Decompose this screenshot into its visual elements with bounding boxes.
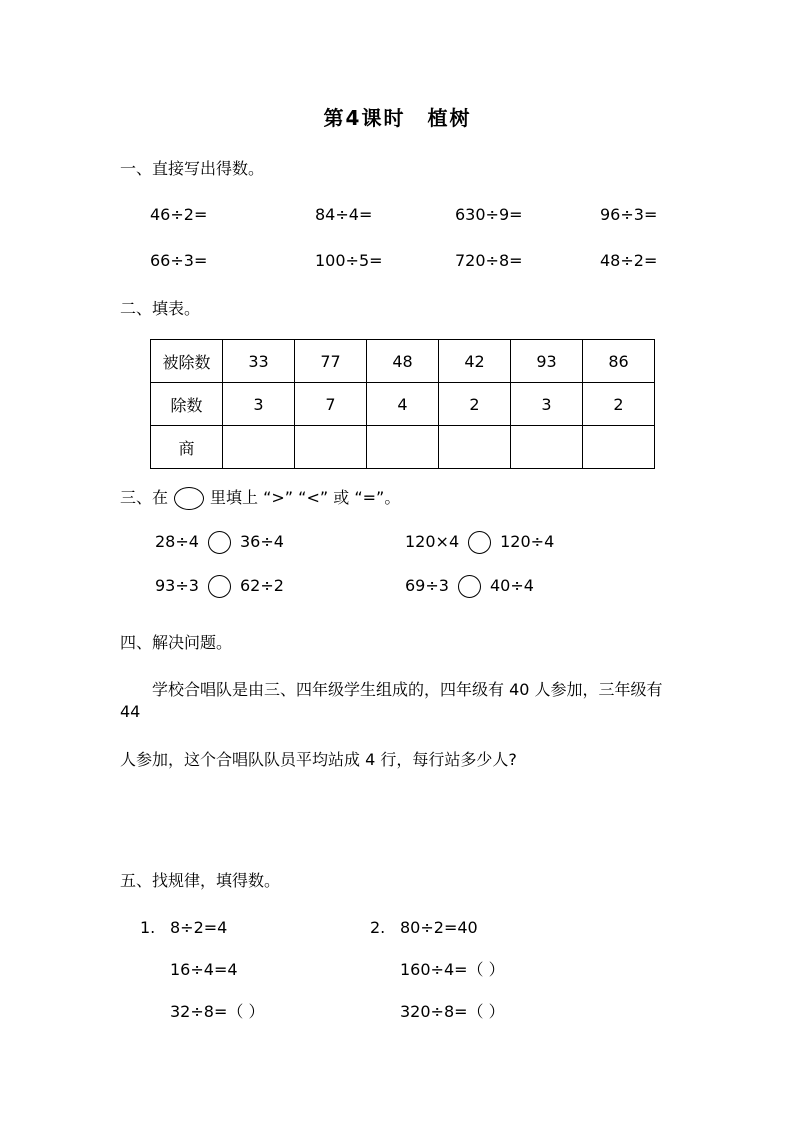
math-expression: 100÷5= [315,251,383,270]
pattern-line [370,991,505,1033]
comparison-right: 40÷4 [489,576,534,595]
row-header-divisor: 除数 [151,383,223,426]
group-label: 2. [370,918,386,937]
blank-circle-icon [174,487,204,510]
math-expression: 8÷2=4 [170,918,228,937]
comparison-item [155,573,405,599]
expression-row [150,251,675,271]
table-cell: 93 [511,340,583,383]
math-expression: 84÷4= [315,205,373,224]
comparison-left: 93÷3 [155,576,199,595]
comparison-item [405,573,675,599]
math-expression: 46÷2= [150,205,208,224]
section1-heading: 一、直接写出得数。 [120,159,265,178]
comparison-right: 120÷4 [500,532,555,551]
math-expression: 630÷9= [455,205,523,224]
expression-row [150,205,675,225]
comparison-left: 28÷4 [155,532,199,551]
table-row-divisor [151,383,655,426]
answer-cell [511,426,583,469]
comparison-left: 69÷3 [405,576,449,595]
table-cell: 42 [439,340,511,383]
table-cell: 2 [583,383,655,426]
row-header-dividend: 被除数 [151,340,223,383]
math-expression: 96÷3= [600,205,658,224]
math-expression: 16÷4=4 [170,960,238,979]
comparison-right: 62÷2 [239,576,284,595]
table-cell: 3 [511,383,583,426]
table-cell: 86 [583,340,655,383]
comparison-right: 36÷4 [239,532,284,551]
table-cell: 4 [367,383,439,426]
section4-heading: 四、解决问题。 [120,633,233,652]
math-expression: 80÷2=40 [400,918,478,937]
comparison-circle [208,575,231,598]
table-cell: 3 [223,383,295,426]
table-row-dividend [151,340,655,383]
answer-cell [583,426,655,469]
math-expression: 720÷8= [455,251,523,270]
comparison-circle [468,531,491,554]
table-row-quotient [151,426,655,469]
comparison-item [155,529,405,555]
table-cell: 2 [439,383,511,426]
section5-heading: 五、找规律，填得数。 [120,871,281,890]
worksheet-title: 第4课时 植树 [323,106,472,130]
comparison-row [155,529,675,555]
comparison-circle [458,575,481,598]
answer-cell [439,426,511,469]
table-cell: 33 [223,340,295,383]
pattern-line [140,991,370,1033]
comparison-item [405,529,675,555]
answer-cell [367,426,439,469]
answer-cell [223,426,295,469]
comparison-circle [208,531,231,554]
problem-text-line1: 学校合唱队是由三、四年级学生组成的，四年级有 40 人参加，三年级有 44 [120,680,663,721]
math-expression: 66÷3= [150,251,208,270]
pattern-line [370,949,505,991]
pattern-line [370,907,505,949]
math-expression: 320÷8=（ ） [400,1002,505,1021]
math-expression: 32÷8=（ ） [170,1002,265,1021]
fill-table [150,339,655,469]
table-cell: 48 [367,340,439,383]
math-expression: 48÷2= [600,251,658,270]
group-label: 1. [140,918,156,937]
math-expression: 160÷4=（ ） [400,960,505,979]
answer-cell [295,426,367,469]
section3-heading-suffix: 里填上 “>” “<” 或 “=”。 [210,488,401,507]
group-label-spacer [370,991,400,1033]
pattern-line [140,949,370,991]
pattern-line [140,907,370,949]
pattern-group-1 [140,907,370,1033]
table-cell: 7 [295,383,367,426]
comparison-left: 120×4 [405,532,460,551]
section3-heading-prefix: 三、在 [120,488,169,507]
section3-heading [120,485,675,511]
table-cell: 77 [295,340,367,383]
group-label-spacer [370,949,400,991]
comparison-row [155,573,675,599]
problem-text-line2: 人参加，这个合唱队队员平均站成 4 行，每行站多少人? [120,750,517,769]
row-header-quotient: 商 [151,426,223,469]
pattern-group-2 [370,907,505,1033]
group-label-spacer [140,949,170,991]
pattern-groups [120,907,675,1033]
section2-heading: 二、填表。 [120,299,201,318]
group-label-spacer [140,991,170,1033]
